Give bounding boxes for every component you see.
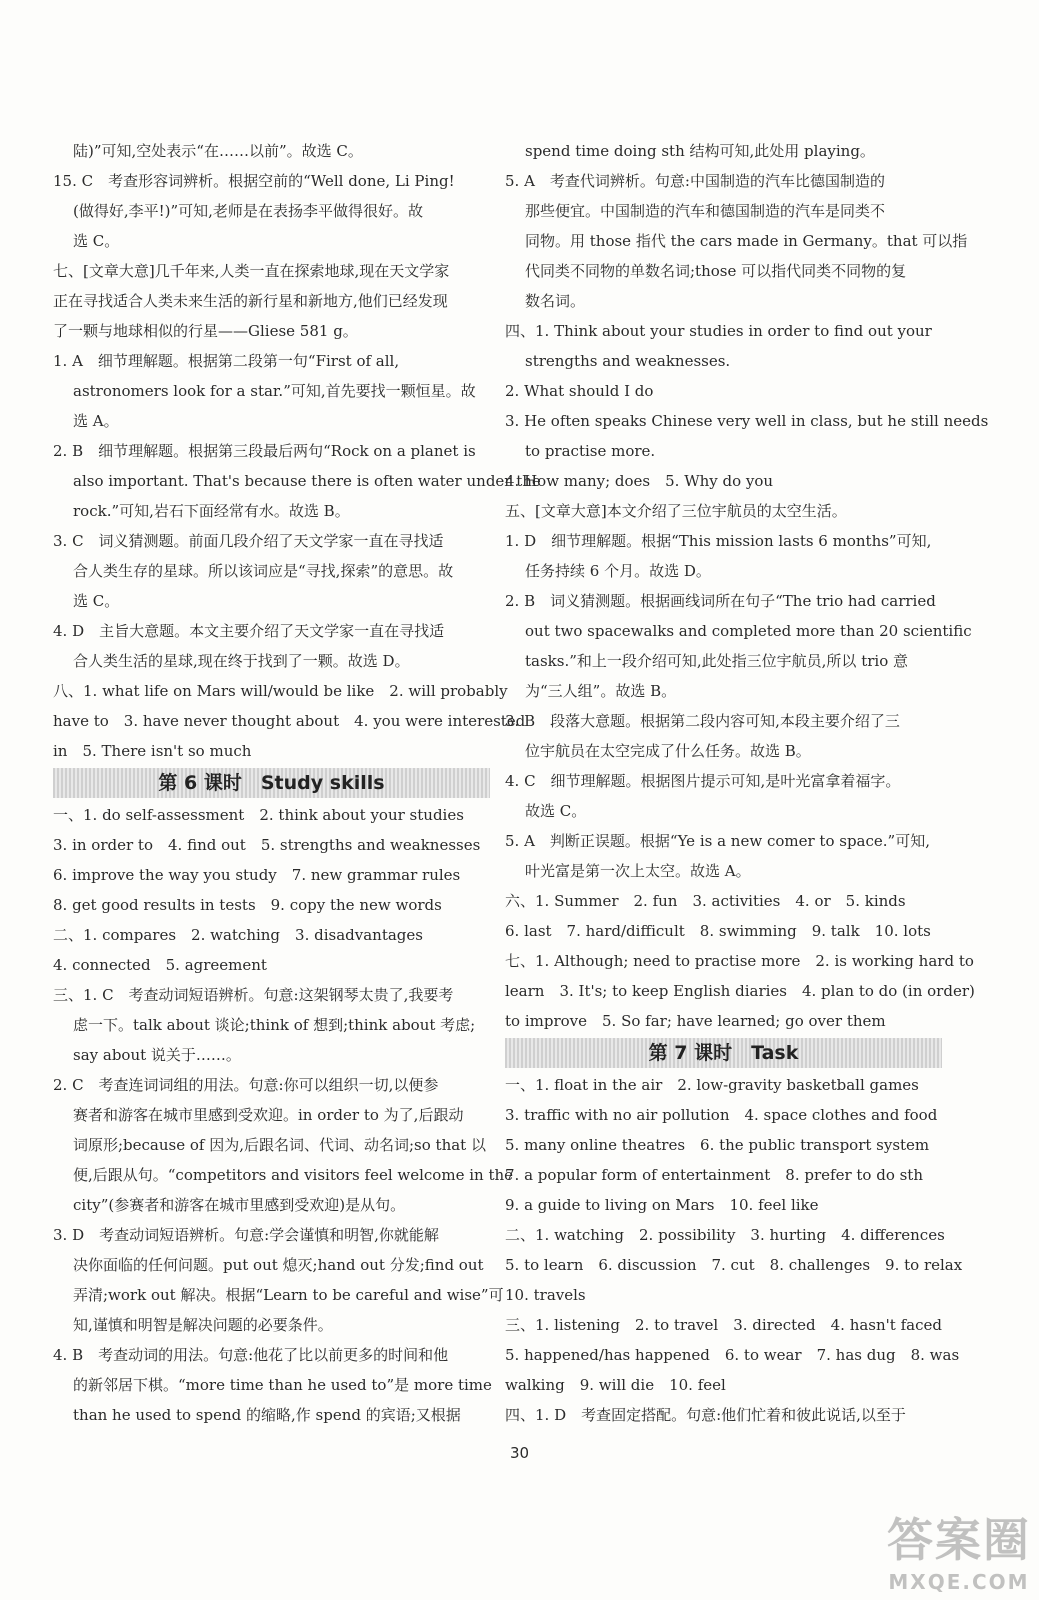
text-line: 3. traffic with no air pollution 4. space clothes and food bbox=[505, 1106, 938, 1124]
text-line: 5. A 考查代词辨析。句意:中国制造的汽车比德国制造的 bbox=[505, 172, 885, 190]
text-line: spend time doing sth 结构可知,此处用 playing。 bbox=[525, 142, 875, 160]
text-line: 的新邻居下棋。“more time than he used to”是 more time bbox=[73, 1376, 492, 1394]
text-line: 1. A 细节理解题。根据第二段第一句“First of all, bbox=[53, 352, 400, 370]
text-line: city”(参赛者和游客在城市里感到受欢迎)是从句。 bbox=[73, 1196, 406, 1214]
text-line: 二、1. watching 2. possibility 3. hurting 4. differences bbox=[505, 1226, 945, 1244]
text-line: 代同类不同物的单数名词;those 可以指代同类不同物的复 bbox=[525, 262, 907, 280]
text-line: 6. improve the way you study 7. new grammar rules bbox=[53, 866, 461, 884]
section-header: 第 7 课时 Task bbox=[505, 1038, 942, 1068]
text-line: 2. What should I do bbox=[505, 382, 654, 400]
text-line: 10. travels bbox=[505, 1286, 586, 1304]
text-line: 陆)”可知,空处表示“在……以前”。故选 C。 bbox=[73, 142, 363, 160]
text-line: 4. connected 5. agreement bbox=[53, 956, 267, 974]
text-line: 七、1. Although; need to practise more 2. is working hard to bbox=[505, 952, 974, 970]
text-line: 虑一下。talk about 谈论;think of 想到;think about 考虑; bbox=[73, 1016, 476, 1034]
text-line: have to 3. have never thought about 4. you were interested bbox=[53, 712, 526, 730]
text-line: also important. That's because there is often water under the bbox=[73, 472, 541, 490]
text-line: 3. in order to 4. find out 5. strengths and weaknesses bbox=[53, 836, 481, 854]
text-line: tasks.”和上一段介绍可知,此处指三位宇航员,所以 trio 意 bbox=[525, 652, 908, 670]
text-line: astronomers look for a star.”可知,首先要找一颗恒星。故 bbox=[73, 382, 476, 400]
text-line: say about 说关于……。 bbox=[73, 1046, 241, 1064]
text-line: 4. B 考查动词的用法。句意:他花了比以前更多的时间和他 bbox=[53, 1346, 449, 1364]
right-column bbox=[505, 136, 989, 1430]
text-line: rock.”可知,岩石下面经常有水。故选 B。 bbox=[73, 502, 350, 520]
text-line: 3. B 段落大意题。根据第二段内容可知,本段主要介绍了三 bbox=[505, 712, 900, 730]
text-line: 同物。用 those 指代 the cars made in Germany。that 可以指 bbox=[525, 232, 968, 250]
text-line: 3. C 词义猜测题。前面几段介绍了天文学家一直在寻找适 bbox=[53, 532, 444, 550]
left-column bbox=[53, 136, 541, 1430]
text-line: 选 C。 bbox=[73, 232, 120, 250]
text-line: 四、1. D 考查固定搭配。句意:他们忙着和彼此说话,以至于 bbox=[505, 1406, 906, 1424]
text-line: 弄清;work out 解决。根据“Learn to be careful and wise”可 bbox=[73, 1286, 504, 1304]
text-line: 了一颗与地球相似的行星——Gliese 581 g。 bbox=[53, 322, 358, 340]
text-line: 4. C 细节理解题。根据图片提示可知,是叶光富拿着福字。 bbox=[505, 772, 901, 790]
text-line: 选 C。 bbox=[73, 592, 120, 610]
text-line: 8. get good results in tests 9. copy the new words bbox=[53, 896, 442, 914]
text-line: than he used to spend 的缩略,作 spend 的宾语;又根据 bbox=[73, 1406, 461, 1424]
text-line: 三、1. listening 2. to travel 3. directed 4. hasn't faced bbox=[505, 1316, 942, 1334]
text-line: 7. a popular form of entertainment 8. prefer to do sth bbox=[505, 1166, 924, 1184]
text-line: 正在寻找适合人类未来生活的新行星和新地方,他们已经发现 bbox=[53, 292, 448, 310]
text-line: learn 3. It's; to keep English diaries 4. plan to do (in order) bbox=[505, 982, 975, 1000]
page-number: 30 bbox=[509, 1444, 530, 1462]
text-line: 4. D 主旨大意题。本文主要介绍了天文学家一直在寻找适 bbox=[53, 622, 445, 640]
text-line: 便,后跟从句。“competitors and visitors feel welcome in the bbox=[73, 1166, 514, 1184]
text-line: 赛者和游客在城市里感到受欢迎。in order to 为了,后跟动 bbox=[73, 1106, 464, 1124]
text-line: 5. A 判断正误题。根据“Ye is a new comer to space.”可知, bbox=[505, 832, 930, 850]
text-line: 五、[文章大意]本文介绍了三位宇航员的太空生活。 bbox=[505, 502, 847, 520]
text-line: 选 A。 bbox=[73, 412, 119, 430]
text-line: 5. happened/has happened 6. to wear 7. has dug 8. was bbox=[505, 1346, 960, 1364]
text-line: 数名词。 bbox=[525, 292, 586, 310]
watermark bbox=[887, 1504, 1031, 1594]
text-line: 那些便宜。中国制造的汽车和德国制造的汽车是同类不 bbox=[525, 202, 886, 220]
text-line: 决你面临的任何问题。put out 熄灭;hand out 分发;find out bbox=[73, 1256, 484, 1274]
text-line: 词原形;because of 因为,后跟名词、代词、动名词;so that 以 bbox=[73, 1136, 486, 1154]
text-line: 知,谨慎和明智是解决问题的必要条件。 bbox=[73, 1316, 333, 1334]
section-header: 第 6 课时 Study skills bbox=[53, 768, 490, 798]
text-line: 合人类生存的星球。所以该词应是“寻找,探索”的意思。故 bbox=[73, 562, 454, 580]
text-line: 八、1. what life on Mars will/would be like 2. will probably bbox=[53, 682, 508, 700]
text-line: in 5. There isn't so much bbox=[53, 742, 252, 760]
text-line: 一、1. do self-assessment 2. think about your studies bbox=[53, 806, 464, 824]
text-line: 位宇航员在太空完成了什么任务。故选 B。 bbox=[525, 742, 811, 760]
text-line: 任务持续 6 个月。故选 D。 bbox=[525, 562, 711, 580]
text-line: 3. D 考查动词短语辨析。句意:学会谨慎和明智,你就能解 bbox=[53, 1226, 439, 1244]
text-line: 4. How many; does 5. Why do you bbox=[505, 472, 774, 490]
text-line: 四、1. Think about your studies in order to find out your bbox=[505, 322, 932, 340]
text-line: out two spacewalks and completed more than 20 scientific bbox=[525, 622, 972, 640]
watermark-logo: 答案圈 bbox=[887, 1513, 1031, 1567]
text-line: 6. last 7. hard/difficult 8. swimming 9. talk 10. lots bbox=[505, 922, 931, 940]
text-line: 三、1. C 考查动词短语辨析。句意:这架钢琴太贵了,我要考 bbox=[53, 986, 454, 1004]
text-line: 5. to learn 6. discussion 7. cut 8. challenges 9. to relax bbox=[505, 1256, 963, 1274]
text-line: 9. a guide to living on Mars 10. feel like bbox=[505, 1196, 819, 1214]
text-line: to practise more. bbox=[525, 442, 656, 460]
text-line: walking 9. will die 10. feel bbox=[505, 1376, 726, 1394]
text-line: 15. C 考查形容词辨析。根据空前的“Well done, Li Ping! bbox=[53, 172, 455, 190]
text-line: 七、[文章大意]几千年来,人类一直在探索地球,现在天文学家 bbox=[53, 262, 450, 280]
text-line: 六、1. Summer 2. fun 3. activities 4. or 5. kinds bbox=[505, 892, 906, 910]
text-line: 3. He often speaks Chinese very well in class, but he still needs bbox=[505, 412, 989, 430]
text-line: (做得好,李平!)”可知,老师是在表扬李平做得很好。故 bbox=[73, 202, 423, 220]
text-line: 一、1. float in the air 2. low-gravity basketball games bbox=[505, 1076, 919, 1094]
text-line: 为“三人组”。故选 B。 bbox=[525, 682, 677, 700]
text-line: to improve 5. So far; have learned; go over them bbox=[505, 1012, 886, 1030]
text-line: 故选 C。 bbox=[525, 802, 587, 820]
text-line: 合人类生活的星球,现在终于找到了一颗。故选 D。 bbox=[73, 652, 410, 670]
text-line: strengths and weaknesses. bbox=[525, 352, 731, 370]
watermark-url: MXQE.COM bbox=[888, 1570, 1030, 1594]
text-line: 1. D 细节理解题。根据“This mission lasts 6 months”可知, bbox=[505, 532, 932, 550]
text-line: 叶光富是第一次上太空。故选 A。 bbox=[525, 862, 751, 880]
text-line: 5. many online theatres 6. the public transport system bbox=[505, 1136, 930, 1154]
text-line: 2. B 细节理解题。根据第三段最后两句“Rock on a planet is bbox=[53, 442, 476, 460]
text-line: 2. C 考查连词词组的用法。句意:你可以组织一切,以便参 bbox=[53, 1076, 439, 1094]
text-line: 二、1. compares 2. watching 3. disadvantages bbox=[53, 926, 423, 944]
text-line: 2. B 词义猜测题。根据画线词所在句子“The trio had carried bbox=[505, 592, 936, 610]
